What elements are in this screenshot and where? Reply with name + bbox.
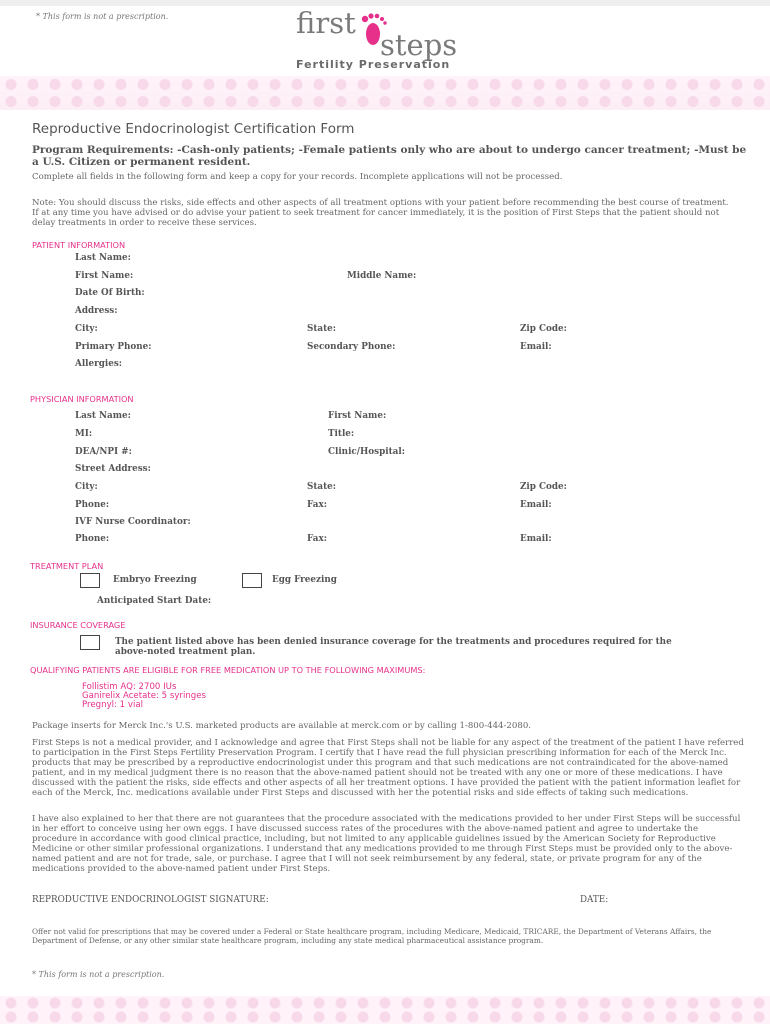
logo-first-text: first	[296, 6, 356, 40]
ivf-phone-field[interactable]: Phone:	[75, 534, 110, 544]
patient-city-field[interactable]: City:	[75, 324, 98, 334]
physician-city-field[interactable]: City:	[75, 482, 98, 492]
offer-disclaimer: Offer not valid for prescriptions that may be covered under a Federal or State healthcare program, including Medicare, Medicaid, TRICARE, the Department of Veterans Affairs, the Department of Defense, or any other similar state healthcare program, including any state medical pharmaceutical assistance program.	[32, 927, 712, 945]
insurance-denied-label: The patient listed above has been denied insurance coverage for the treatments and procedures required for the above-noted treatment plan.	[115, 637, 672, 657]
physician-first-name-field[interactable]: First Name:	[328, 411, 387, 421]
medication-follistim: Follistim AQ: 2700 IUs	[82, 682, 177, 692]
insurance-section-heading: INSURANCE COVERAGE	[30, 620, 126, 630]
package-inserts-note: Package inserts for Merck Inc.'s U.S. marketed products are available at merck.com or by calling 1-800-444-2080.	[32, 721, 532, 731]
medication-ganirelix: Ganirelix Acetate: 5 syringes	[82, 691, 206, 701]
bottom-disclaimer: * This form is not a prescription.	[32, 970, 165, 979]
patient-section-heading: PATIENT INFORMATION	[32, 240, 126, 250]
liability-paragraph: First Steps is not a medical provider, and I acknowledge and agree that First Steps shall not be liable for any aspect of the treatment of the patient I have referred to participation in the First Steps Fertility Preservation Program. I certify that I have read the full physician prescribing information for each of the Merck Inc. products that may be prescribed by a reproductive endocrinologist under this program and that such medications are not contraindicated for the above-named patient, and in my medical judgment there is no reason that the above-named patient should not be treated with any one or more of these medications. I have discussed with the patient the risks, side effects and other aspects of all her treatment options. I have provided the patient with the patient information leaflet for each of the Merck, Inc. medications available under First Steps and discussed with her the potential risks and side effects of taking such medications.	[32, 738, 744, 798]
form-title: Reproductive Endocrinologist Certification Form	[32, 121, 355, 137]
physician-mi-field[interactable]: MI:	[75, 429, 93, 439]
ivf-fax-field[interactable]: Fax:	[307, 534, 327, 544]
signature-field[interactable]: REPRODUCTIVE ENDOCRINOLOGIST SIGNATURE:	[32, 895, 269, 905]
physician-dea-npi-field[interactable]: DEA/NPI #:	[75, 447, 132, 457]
logo-steps-text: steps	[380, 28, 458, 62]
physician-phone-field[interactable]: Phone:	[75, 500, 110, 510]
first-steps-logo	[296, 6, 486, 70]
egg-freezing-checkbox[interactable]	[242, 573, 262, 588]
physician-last-name-field[interactable]: Last Name:	[75, 411, 131, 421]
patient-state-field[interactable]: State:	[307, 324, 337, 334]
patient-dob-field[interactable]: Date Of Birth:	[75, 288, 145, 298]
program-requirements: Program Requirements: -Cash-only patients; -Female patients only who are about to undergo cancer treatment; -Must be a U.S. Citizen or permanent resident.	[32, 144, 747, 168]
physician-section-heading: PHYSICIAN INFORMATION	[30, 394, 134, 404]
patient-allergies-field[interactable]: Allergies:	[75, 359, 123, 369]
patient-primary-phone-field[interactable]: Primary Phone:	[75, 342, 152, 352]
ivf-coordinator-field[interactable]: IVF Nurse Coordinator:	[75, 517, 191, 527]
decorative-band	[0, 76, 770, 110]
medication-pregnyl: Pregnyl: 1 vial	[82, 700, 143, 710]
patient-first-name-field[interactable]: First Name:	[75, 271, 134, 281]
patient-zip-field[interactable]: Zip Code:	[520, 324, 567, 334]
guarantee-paragraph: I have also explained to her that there are not guarantees that the procedure associated with the medications provided to her under First Steps will be successful in her effort to conceive using her own eggs. I have discussed success rates of the procedures with the above-named patient and agree to undertake the procedure in accordance with good clinical practice, including, but not limited to any applicable guidelines issued by the American Society for Reproductive Medicine or other similar professional organizations. I understand that any medications provided to me through First Steps must be provided only to the above-named patient and are not for trade, sale, or purchase. I agree that I will not seek reimbursement by any federal, state, or private program for any of the medications provided to the above-named patient under First Steps.	[32, 814, 741, 874]
physician-street-field[interactable]: Street Address:	[75, 464, 151, 474]
patient-middle-name-field[interactable]: Middle Name:	[347, 271, 417, 281]
physician-email-field[interactable]: Email:	[520, 500, 552, 510]
physician-clinic-field[interactable]: Clinic/Hospital:	[328, 447, 405, 457]
patient-address-field[interactable]: Address:	[75, 306, 118, 316]
physician-fax-field[interactable]: Fax:	[307, 500, 327, 510]
patient-last-name-field[interactable]: Last Name:	[75, 253, 131, 263]
instructions: Complete all fields in the following form and keep a copy for your records. Incomplete applications will not be processed.	[32, 172, 563, 182]
qualifying-heading: QUALIFYING PATIENTS ARE ELIGIBLE FOR FREE MEDICATION UP TO THE FOLLOWING MAXIMUMS:	[30, 665, 426, 675]
date-field[interactable]: DATE:	[580, 895, 609, 905]
physician-title-field[interactable]: Title:	[328, 429, 355, 439]
embryo-freezing-label: Embryo Freezing	[113, 575, 197, 585]
ivf-email-field[interactable]: Email:	[520, 534, 552, 544]
physician-zip-field[interactable]: Zip Code:	[520, 482, 567, 492]
embryo-freezing-checkbox[interactable]	[80, 573, 100, 588]
top-disclaimer: * This form is not a prescription.	[36, 12, 169, 21]
logo-tagline: Fertility Preservation	[296, 58, 451, 71]
start-date-field[interactable]: Anticipated Start Date:	[97, 596, 212, 606]
treatment-section-heading: TREATMENT PLAN	[30, 561, 104, 571]
bottom-decorative-band	[0, 996, 770, 1024]
physician-state-field[interactable]: State:	[307, 482, 337, 492]
patient-secondary-phone-field[interactable]: Secondary Phone:	[307, 342, 396, 352]
patient-email-field[interactable]: Email:	[520, 342, 552, 352]
risk-note: Note: You should discuss the risks, side effects and other aspects of all treatment options with your patient before recommending the best course of treatment. If at any time you have advised or do advise your patient to seek treatment for cancer immediately, it is the position of First Steps that the patient should not delay treatments in order to receive these services.	[32, 198, 729, 228]
insurance-denied-checkbox[interactable]	[80, 635, 100, 650]
egg-freezing-label: Egg Freezing	[272, 575, 337, 585]
